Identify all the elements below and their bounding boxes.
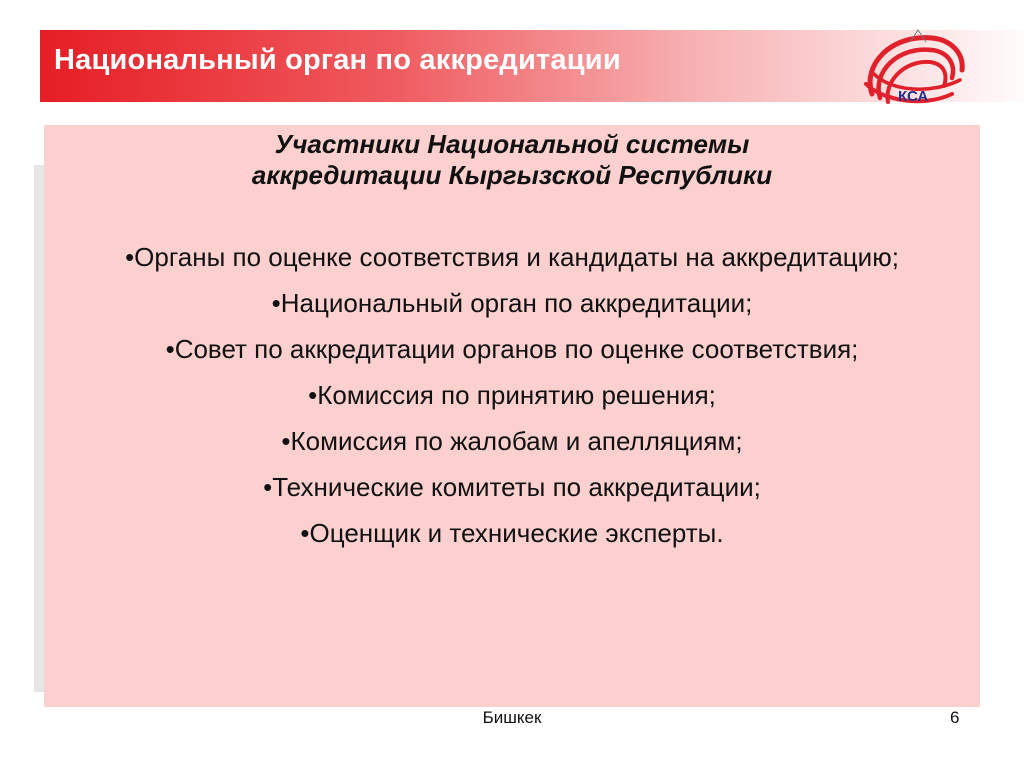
subtitle-line-2: аккредитации Кыргызской Республики — [251, 160, 773, 190]
page-number: 6 — [950, 708, 960, 727]
content-subtitle — [0, 129, 1024, 191]
slide-title: Национальный орган по аккредитации — [54, 44, 621, 76]
logo-text: КСА — [898, 88, 929, 105]
list-item: • Комиссия по жалобам и апелляциям; — [60, 426, 964, 456]
footer-city: Бишкек — [482, 708, 542, 727]
list-item: • Совет по аккредитации органов по оценке соответствия; — [60, 334, 964, 364]
list-item: • Технические комитеты по аккредитации; — [60, 472, 964, 502]
participants-list — [60, 242, 964, 564]
list-item: • Органы по оценке соответствия и кандидаты на аккредитацию; — [60, 242, 964, 272]
subtitle-line-1: Участники Национальной системы — [274, 129, 750, 159]
list-item: • Комиссия по принятию решения; — [60, 380, 964, 410]
list-item: • Национальный орган по аккредитации; — [60, 288, 964, 318]
list-item: • Оценщик и технические эксперты. — [60, 518, 964, 548]
